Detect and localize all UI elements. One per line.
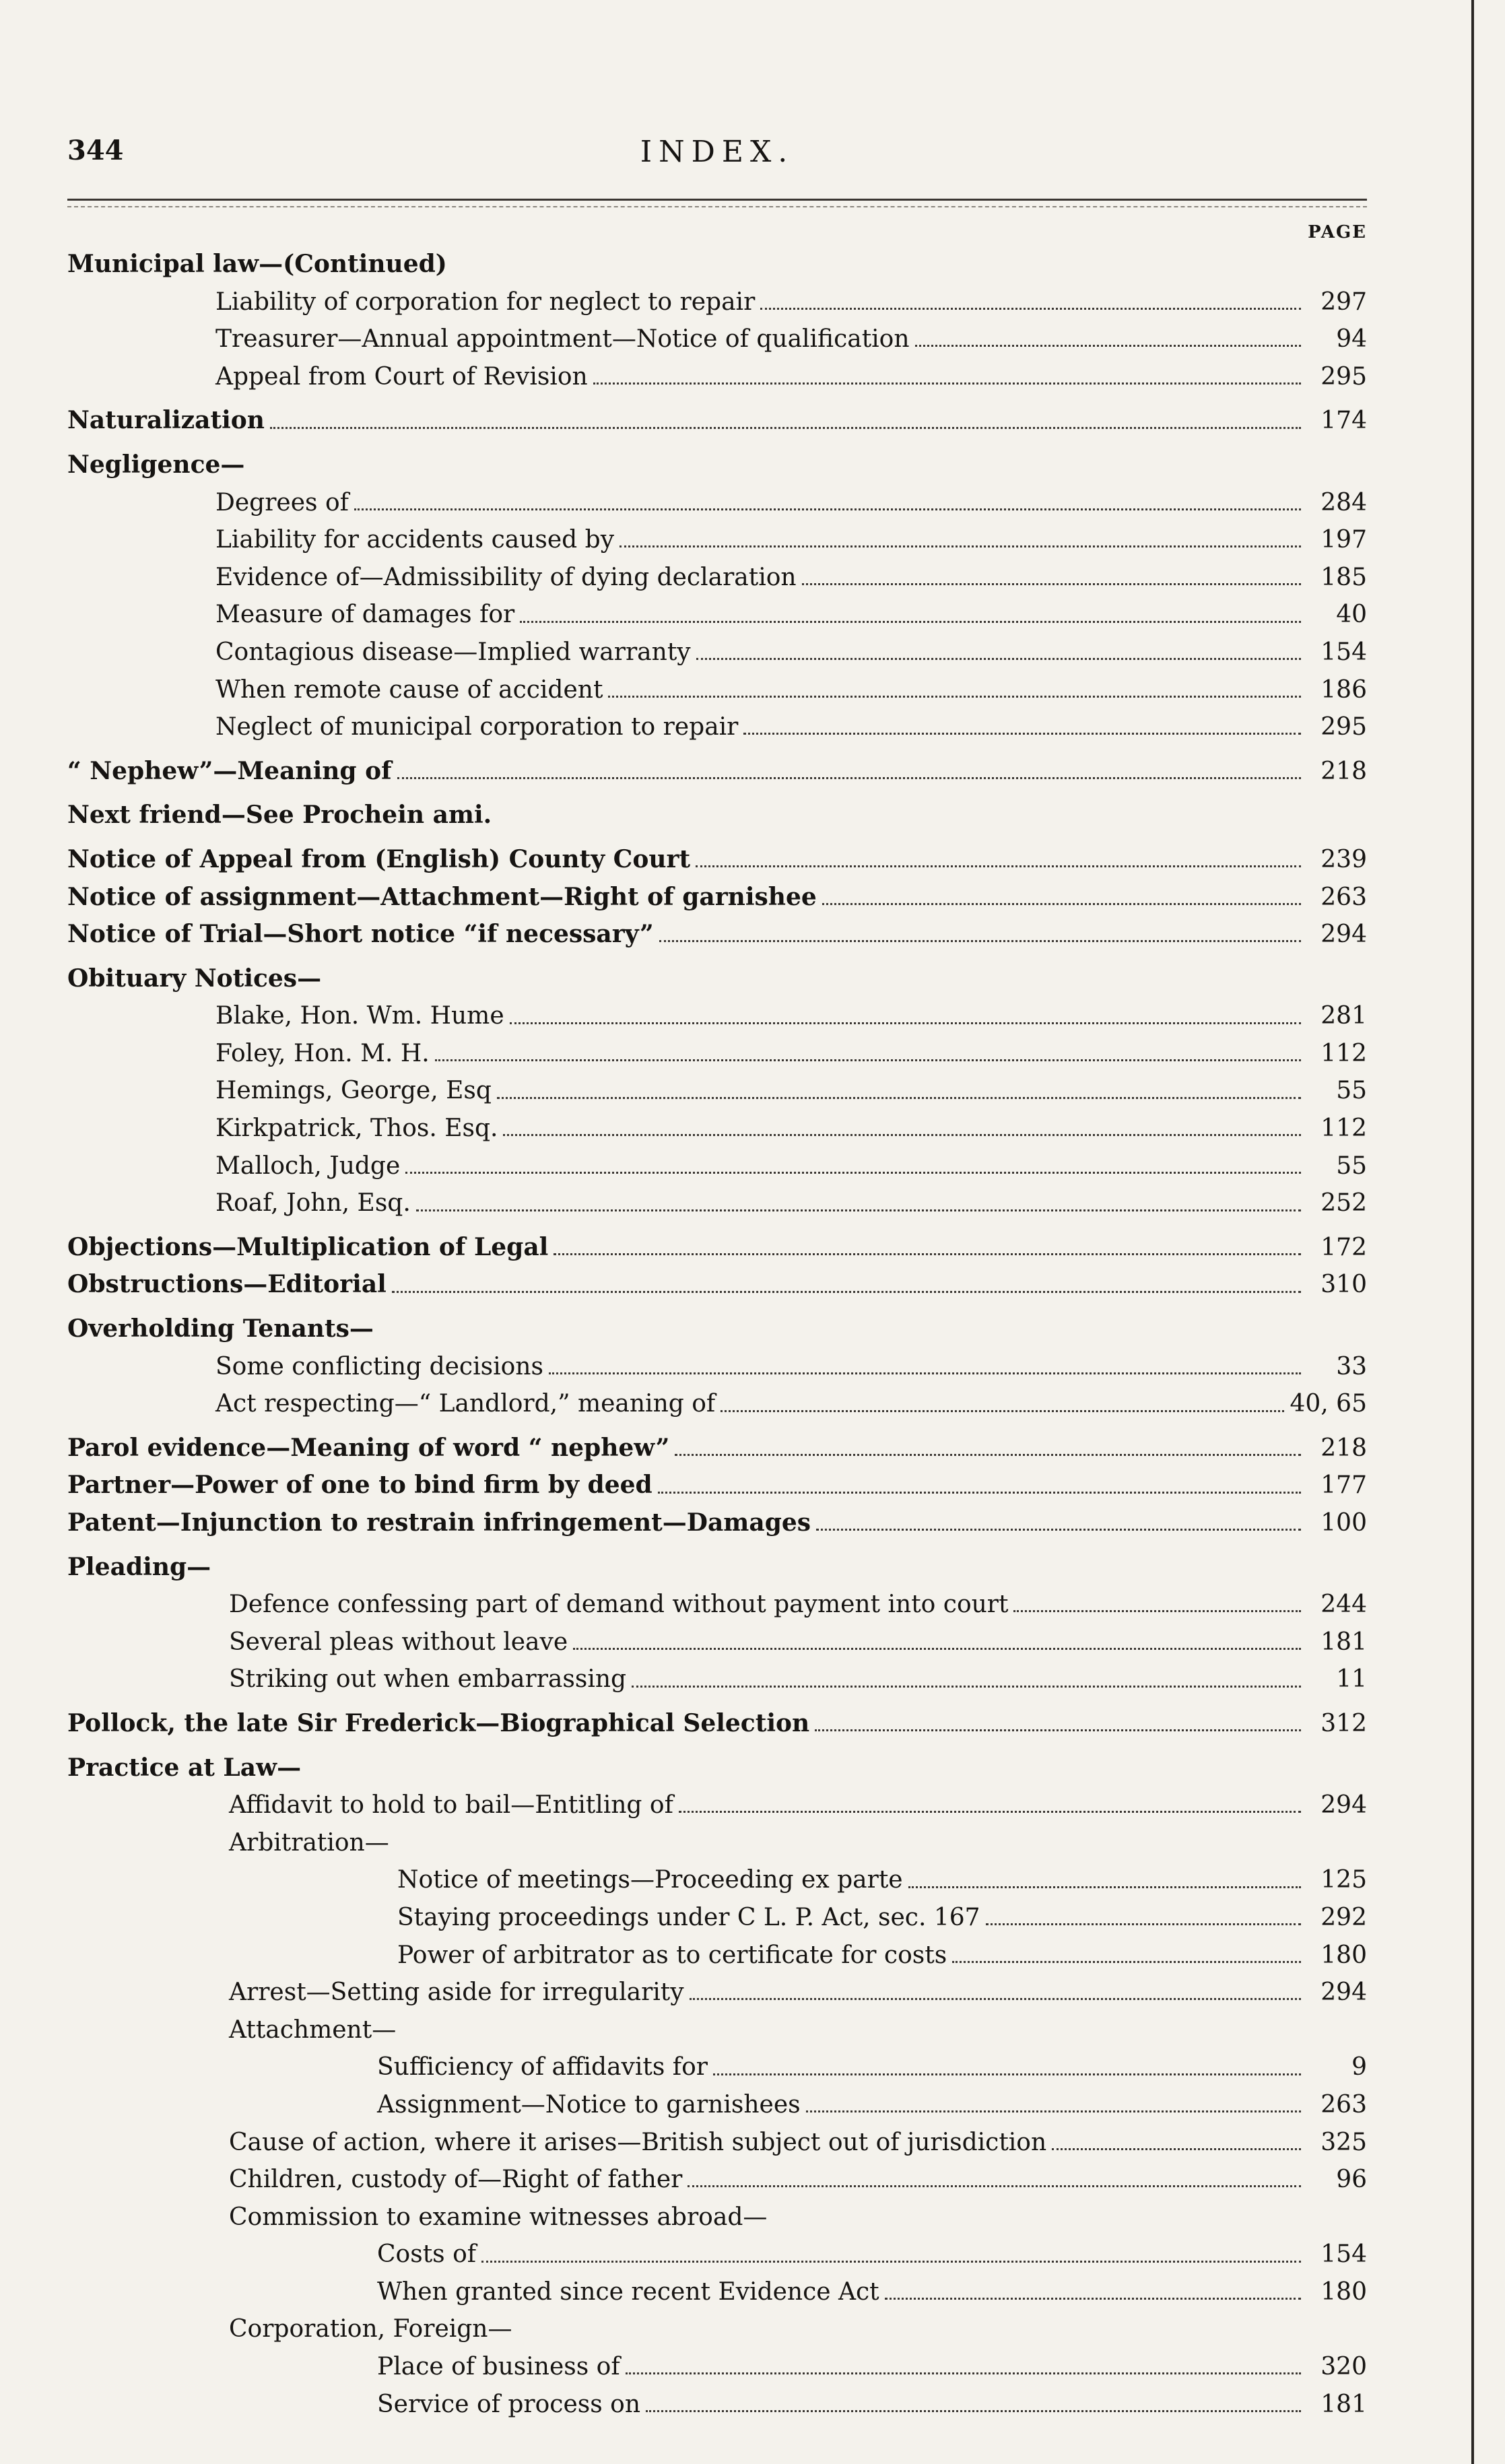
dot-leader <box>632 1686 1301 1688</box>
entry-page-number: 197 <box>1320 526 1367 554</box>
index-entry <box>67 1937 1367 1974</box>
dot-leader <box>397 777 1301 779</box>
dot-leader <box>503 1134 1301 1136</box>
entry-page-number: 295 <box>1320 362 1367 391</box>
dot-leader <box>405 1172 1301 1174</box>
entry-label: Hemings, George, Esq <box>215 1077 492 1105</box>
dot-leader <box>646 2410 1301 2412</box>
index-entry <box>67 797 1367 834</box>
index-entry <box>67 2386 1367 2424</box>
index-entry <box>67 596 1367 634</box>
entry-label: Neglect of municipal corporation to repair <box>215 713 739 741</box>
index-entry <box>67 402 1367 440</box>
entry-label: Roaf, John, Esq. <box>215 1189 411 1218</box>
entry-label: Liability of corporation for neglect to repair <box>215 288 756 316</box>
index-entry <box>67 1787 1367 1824</box>
index-entry <box>67 2161 1367 2199</box>
index-entry <box>67 1035 1367 1073</box>
entry-page-number: 112 <box>1320 1114 1367 1143</box>
dot-leader <box>354 508 1301 510</box>
index-entry <box>67 1661 1367 1698</box>
page-column-label: PAGE <box>1308 222 1367 242</box>
index-entry <box>67 841 1367 879</box>
entry-label: Some conflicting decisions <box>215 1352 543 1380</box>
entry-label: Affidavit to hold to bail—Entitling of <box>229 1791 673 1820</box>
dot-leader <box>743 733 1301 735</box>
index-entry <box>67 1430 1367 1467</box>
entry-page-number: 294 <box>1320 1791 1367 1820</box>
entry-page-number: 320 <box>1320 2353 1367 2381</box>
dot-leader <box>658 1492 1301 1494</box>
index-entry <box>67 1185 1367 1222</box>
entry-label: Pollock, the late Sir Frederick—Biographical Selection <box>67 1708 810 1737</box>
index-entry <box>67 1467 1367 1504</box>
index-entry <box>67 1899 1367 1937</box>
entry-page-number: 9 <box>1351 2053 1367 2082</box>
dot-leader <box>696 658 1301 660</box>
entry-label: Next friend—See Prochein ami. <box>67 801 492 830</box>
index-entry <box>67 1586 1367 1624</box>
dot-leader <box>659 940 1301 942</box>
header-rule <box>67 199 1367 201</box>
dot-leader <box>620 545 1301 547</box>
entry-label: Sufficiency of affidavits for <box>377 2053 708 2082</box>
entry-page-number: 244 <box>1320 1591 1367 1619</box>
dot-leader <box>573 1648 1301 1650</box>
entry-page-number: 96 <box>1336 2166 1367 2194</box>
dot-leader <box>416 1209 1301 1211</box>
dot-leader <box>885 2298 1301 2300</box>
entry-label: Pleading— <box>67 1552 211 1581</box>
dot-leader <box>481 2261 1301 2263</box>
entry-page-number: 181 <box>1320 1628 1367 1656</box>
index-entry <box>67 671 1367 709</box>
entry-label: Measure of damages for <box>215 601 515 629</box>
entry-page-number: 94 <box>1336 325 1367 354</box>
entry-page-number: 294 <box>1320 1978 1367 2007</box>
dot-leader <box>952 1961 1301 1963</box>
entry-label: Notice of Appeal from (English) County Court <box>67 844 691 873</box>
entry-page-number: 252 <box>1320 1189 1367 1218</box>
index-entry <box>67 484 1367 522</box>
entry-page-number: 295 <box>1320 713 1367 741</box>
entry-page-number: 185 <box>1320 563 1367 591</box>
entry-page-number: 312 <box>1320 1709 1367 1737</box>
entry-label: Obituary Notices— <box>67 964 322 993</box>
entry-label: Negligence— <box>67 450 245 479</box>
dot-leader <box>520 621 1301 623</box>
dot-leader <box>688 2185 1301 2187</box>
entry-label: Contagious disease—Implied warranty <box>215 638 691 666</box>
entry-page-number: 154 <box>1320 2240 1367 2269</box>
entry-page-number: 180 <box>1320 1941 1367 1969</box>
dot-leader <box>802 583 1301 585</box>
index-entry <box>67 1110 1367 1147</box>
header-rule-dashed <box>67 206 1367 207</box>
entry-page-number: 112 <box>1320 1039 1367 1067</box>
dot-leader <box>806 2110 1301 2112</box>
index-entry <box>67 2124 1367 2162</box>
entry-page-number: 218 <box>1320 1434 1367 1462</box>
entry-label: Corporation, Foreign— <box>229 2315 512 2343</box>
entry-page-number: 40, 65 <box>1290 1390 1367 1418</box>
index-entry <box>67 879 1367 917</box>
dot-leader <box>696 865 1301 867</box>
entry-label: Arrest—Setting aside for irregularity <box>229 1978 684 2007</box>
index-entry <box>67 321 1367 358</box>
entry-label: Several pleas without leave <box>229 1628 568 1656</box>
dot-leader <box>608 696 1301 698</box>
index-entry <box>67 960 1367 998</box>
index-entry <box>67 2310 1367 2348</box>
entry-page-number: 100 <box>1320 1509 1367 1537</box>
index-entry <box>67 753 1367 791</box>
entry-label: Objections—Multiplication of Legal <box>67 1232 549 1261</box>
entry-label: Assignment—Notice to garnishees <box>377 2090 801 2119</box>
entry-label: Cause of action, where it arises—British subject out of jurisdiction <box>229 2128 1047 2156</box>
entry-label: Notice of Trial—Short notice “if necessary” <box>67 920 654 949</box>
index-entry <box>67 1385 1367 1423</box>
entry-label: Malloch, Judge <box>215 1152 401 1180</box>
entry-label: When remote cause of accident <box>215 675 603 704</box>
entry-page-number: 154 <box>1320 638 1367 666</box>
index-entry <box>67 997 1367 1035</box>
entry-label: Service of process on <box>377 2390 641 2418</box>
index-entry <box>67 2348 1367 2386</box>
index-entry <box>67 916 1367 954</box>
entry-label: Foley, Hon. M. H. <box>215 1039 430 1067</box>
entry-label: Appeal from Court of Revision <box>215 362 588 391</box>
dot-leader <box>822 903 1301 905</box>
index-entry <box>67 1549 1367 1587</box>
entry-page-number: 297 <box>1320 288 1367 316</box>
index-entry <box>67 1348 1367 1386</box>
dot-leader <box>915 345 1301 347</box>
dot-leader <box>986 1923 1301 1925</box>
dot-leader <box>721 1410 1284 1412</box>
dot-leader <box>593 382 1301 385</box>
index-entry <box>67 1504 1367 1542</box>
index-entry <box>67 708 1367 746</box>
entry-label: “ Nephew”—Meaning of <box>67 756 392 785</box>
entry-label: Municipal law—(Continued) <box>67 250 447 278</box>
dot-leader <box>713 2073 1301 2075</box>
index-entry <box>67 2236 1367 2273</box>
index-entry <box>67 1624 1367 1661</box>
entry-label: Degrees of <box>215 488 349 517</box>
page-edge-rule <box>1471 0 1474 2464</box>
dot-leader <box>1013 1610 1301 1612</box>
entry-label: Kirkpatrick, Thos. Esq. <box>215 1114 498 1143</box>
entry-label: Notice of meetings—Proceeding ex parte <box>397 1866 903 1894</box>
entry-page-number: 263 <box>1320 2090 1367 2119</box>
entry-page-number: 310 <box>1320 1271 1367 1299</box>
entry-label: Arbitration— <box>229 1828 389 1857</box>
dot-leader <box>675 1454 1301 1456</box>
dot-leader <box>1052 2148 1301 2150</box>
dot-leader <box>816 1529 1301 1531</box>
entry-page-number: 33 <box>1336 1352 1367 1380</box>
entry-label: When granted since recent Evidence Act <box>377 2277 879 2306</box>
entry-label: Practice at Law— <box>67 1753 302 1782</box>
index-entry <box>67 446 1367 484</box>
entry-label: Attachment— <box>229 2016 397 2044</box>
entry-page-number: 55 <box>1336 1152 1367 1180</box>
index-entry <box>67 246 1367 284</box>
entry-page-number: 11 <box>1336 1665 1367 1694</box>
entry-page-number: 284 <box>1320 488 1367 517</box>
page-number: 344 <box>67 135 124 166</box>
dot-leader <box>435 1059 1301 1061</box>
index-entry <box>67 1974 1367 2011</box>
dot-leader <box>392 1291 1301 1293</box>
entry-label: Partner—Power of one to bind firm by deed <box>67 1471 653 1500</box>
entry-page-number: 218 <box>1320 757 1367 785</box>
index-entry <box>67 1750 1367 1787</box>
entry-label: Naturalization <box>67 406 265 435</box>
entry-label: Defence confessing part of demand without payment into court <box>229 1591 1009 1619</box>
index-entry <box>67 2086 1367 2124</box>
index-entry <box>67 2011 1367 2049</box>
entry-label: Children, custody of—Right of father <box>229 2166 683 2194</box>
dot-leader <box>270 427 1301 429</box>
dot-leader <box>554 1253 1301 1255</box>
entry-label: Striking out when embarrassing <box>229 1665 627 1694</box>
dot-leader <box>760 308 1301 310</box>
entry-page-number: 239 <box>1320 845 1367 873</box>
entry-page-number: 40 <box>1336 601 1367 629</box>
entry-page-number: 292 <box>1320 1903 1367 1931</box>
entry-page-number: 181 <box>1320 2390 1367 2418</box>
dot-leader <box>510 1022 1301 1024</box>
entry-page-number: 55 <box>1336 1077 1367 1105</box>
entry-label: Costs of <box>377 2240 477 2269</box>
entry-page-number: 177 <box>1320 1471 1367 1500</box>
entry-page-number: 180 <box>1320 2277 1367 2306</box>
entry-label: Act respecting—“ Landlord,” meaning of <box>215 1390 716 1418</box>
index-entry <box>67 1310 1367 1348</box>
entry-label: Staying proceedings under C L. P. Act, sec. 167 <box>397 1903 980 1931</box>
entry-label: Blake, Hon. Wm. Hume <box>215 1002 504 1030</box>
index-entry <box>67 1861 1367 1899</box>
entry-page-number: 325 <box>1320 2128 1367 2156</box>
entry-label: Liability for accidents caused by <box>215 526 615 554</box>
index-entry <box>67 521 1367 559</box>
index-entry <box>67 1147 1367 1185</box>
entry-page-number: 174 <box>1320 407 1367 435</box>
dot-leader <box>690 1998 1301 2000</box>
index-entry <box>67 1824 1367 1862</box>
index-entry <box>67 2273 1367 2311</box>
entry-label: Overholding Tenants— <box>67 1314 374 1343</box>
index-entry <box>67 1705 1367 1743</box>
dot-leader <box>549 1372 1301 1374</box>
entry-label: Treasurer—Annual appointment—Notice of qualification <box>215 325 910 354</box>
index-entry <box>67 358 1367 396</box>
dot-leader <box>626 2372 1301 2374</box>
entry-label: Obstructions—Editorial <box>67 1270 387 1299</box>
index-entry <box>67 2049 1367 2086</box>
entry-page-number: 263 <box>1320 883 1367 911</box>
entry-label: Place of business of <box>377 2353 620 2381</box>
dot-leader <box>497 1097 1301 1099</box>
entry-page-number: 281 <box>1320 1002 1367 1030</box>
index-entry <box>67 1229 1367 1267</box>
index-entry <box>67 559 1367 597</box>
entry-label: Evidence of—Admissibility of dying declaration <box>215 563 797 591</box>
running-title: INDEX. <box>640 135 795 169</box>
page-header <box>67 135 1367 189</box>
entry-label: Patent—Injunction to restrain infringement—Damages <box>67 1508 811 1537</box>
entry-label: Parol evidence—Meaning of word “ nephew” <box>67 1433 670 1462</box>
entry-label: Commission to examine witnesses abroad— <box>229 2203 768 2231</box>
entry-label: Notice of assignment—Attachment—Right of garnishee <box>67 882 817 911</box>
dot-leader <box>908 1886 1301 1888</box>
dot-leader <box>679 1811 1301 1813</box>
dot-leader <box>815 1729 1301 1731</box>
entry-page-number: 172 <box>1320 1233 1367 1261</box>
index-entry <box>67 2199 1367 2236</box>
entry-page-number: 294 <box>1320 921 1367 949</box>
entry-page-number: 125 <box>1320 1866 1367 1894</box>
index-entry <box>67 284 1367 321</box>
index-entry <box>67 1266 1367 1304</box>
entry-page-number: 186 <box>1320 675 1367 704</box>
entry-label: Power of arbitrator as to certificate for costs <box>397 1941 947 1969</box>
index-entry <box>67 1072 1367 1110</box>
index-entry <box>67 634 1367 671</box>
index-entries <box>67 246 1367 2423</box>
